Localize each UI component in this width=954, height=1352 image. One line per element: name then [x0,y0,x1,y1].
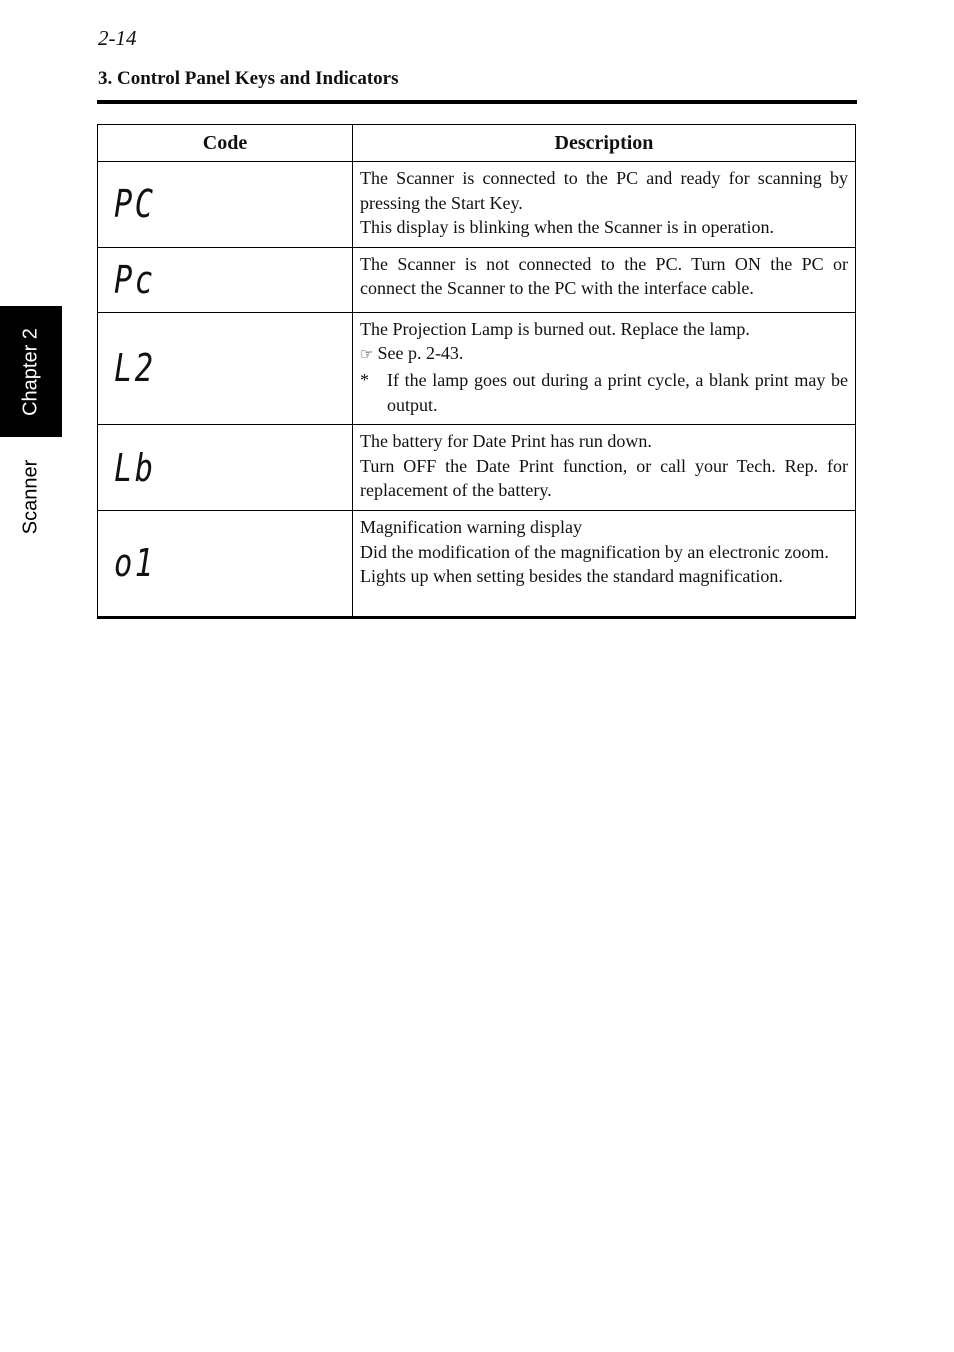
note-mark: * [360,369,369,390]
display-code-l2: L2 [114,346,156,391]
chapter-tab [0,306,62,437]
section-title: 3. Control Panel Keys and Indicators [98,68,399,89]
page-reference-text: See p. 2-43. [377,343,464,364]
code-cell [98,312,353,424]
page-reference [360,341,848,368]
code-cell [98,247,353,312]
side-tabs [0,306,62,556]
chapter-tab-label: Chapter 2 [19,327,42,416]
table-row [98,425,856,511]
code-cell [98,510,353,617]
note-text: If the lamp goes out during a print cycle, a blank print may be output. [387,369,848,415]
display-code-pc: PC [114,182,156,227]
table-row [98,510,856,617]
description-line: Lights up when setting besides the standard magnification. [360,566,783,587]
code-column-header: Code [98,125,353,162]
description-cell [353,162,856,248]
page-number: 2-14 [98,26,137,50]
description-column-header: Description [353,125,856,162]
code-table [97,124,856,619]
display-code-o1: o1 [114,541,156,586]
section-tab [0,437,62,556]
description-line: The Scanner is not connected to the PC. Turn ON the PC or connect the Scanner to the PC with the interface cable. [360,253,848,299]
table-row [98,162,856,248]
display-code-lb: Lb [114,445,156,490]
table-row [98,247,856,312]
note [360,368,848,417]
description-line: Turn OFF the Date Print function, or call your Tech. Rep. for replacement of the battery. [360,455,848,501]
code-cell [98,425,353,511]
description-line: Did the modification of the magnification by an electronic zoom. [360,541,829,562]
table-row [98,312,856,424]
table-header-row [98,125,856,162]
display-code-pc-lower: Pc [114,257,156,302]
description-line: Magnification warning display [360,516,582,537]
code-cell [98,162,353,248]
description-cell [353,247,856,312]
pointing-hand-icon: ☞ [360,347,374,364]
description-line: The Projection Lamp is burned out. Replace the lamp. [360,318,750,339]
description-cell [353,425,856,511]
description-cell [353,510,856,617]
description-line: The Scanner is connected to the PC and ready for scanning by pressing the Start Key. [360,168,848,213]
description-line: This display is blinking when the Scanner is in operation. [360,217,774,238]
description-cell [353,312,856,424]
title-rule [97,100,857,104]
description-line: The battery for Date Print has run down. [360,431,652,452]
section-tab-label: Scanner [19,459,42,534]
